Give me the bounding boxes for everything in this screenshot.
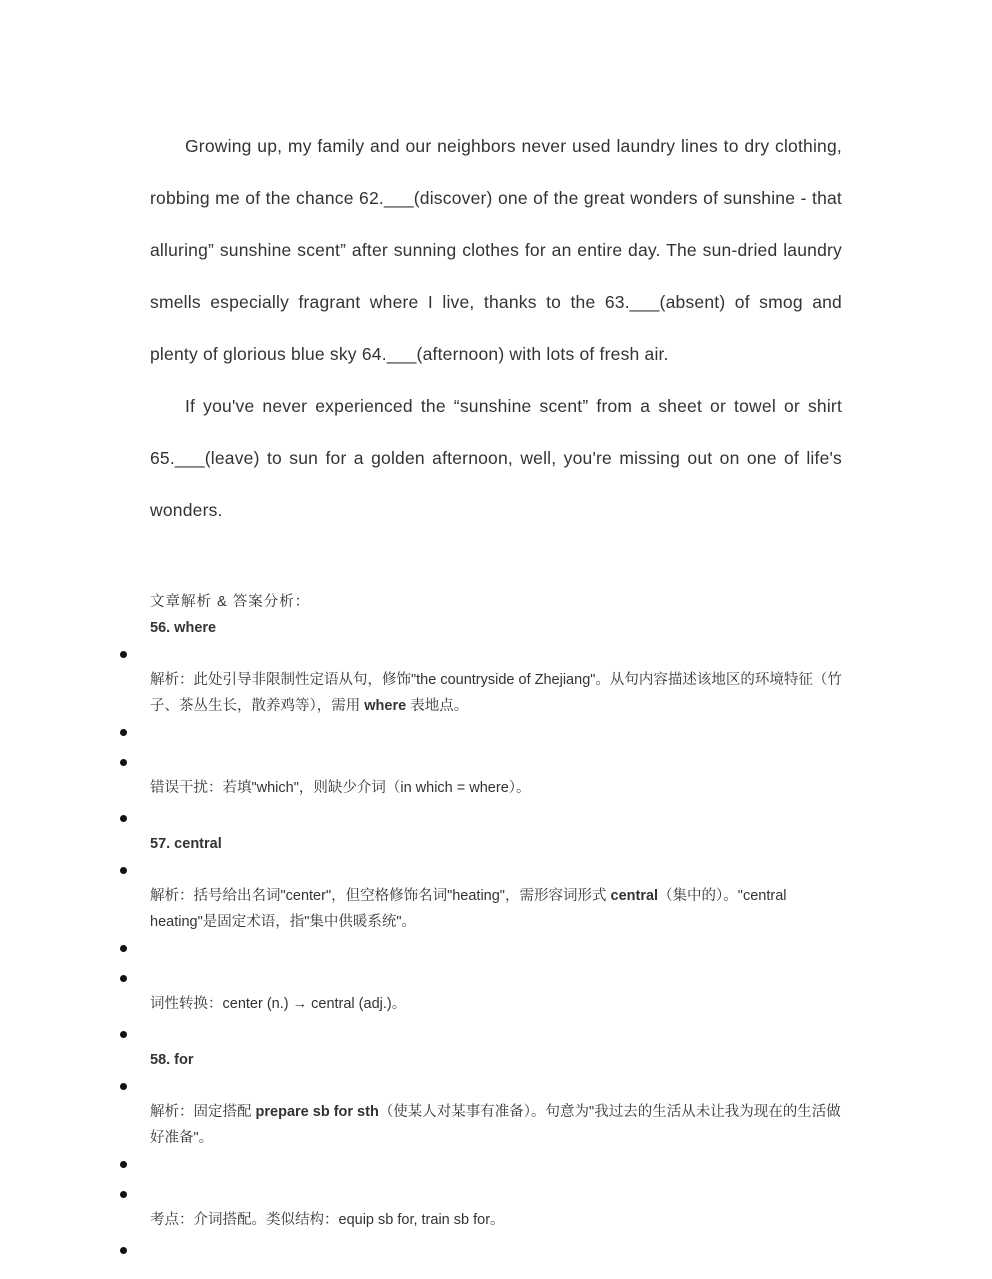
answer-58-title: 58. for <box>150 1052 194 1068</box>
answer-56-explanation: 解析：此处引导非限制性定语从句，修饰"the countryside of Zhejiang"。从句内容描述该地区的环境特征（竹子、茶丛生长，散养鸡等），需用 where 表地点。 <box>150 672 842 714</box>
bullet <box>120 1161 127 1168</box>
bullet <box>120 759 127 766</box>
reading-passage <box>150 120 842 536</box>
answer-57-explanation: 解析：括号给出名词"center"，但空格修饰名词"heating"，需形容词形式 central（集中的）。"central heating"是固定术语，指"集中供暖系统"。 <box>150 888 787 930</box>
bullet <box>120 729 127 736</box>
answer-58-note: 考点：介词搭配。类似结构：equip sb for, train sb for。 <box>150 1212 505 1228</box>
bullet <box>120 815 127 822</box>
answer-56-title: 56. where <box>150 620 217 636</box>
answer-56-note: 错误干扰：若填"which"，则缺少介词（in which = where）。 <box>150 780 531 796</box>
bullet <box>120 945 127 952</box>
bullet <box>120 1031 127 1038</box>
bullet <box>120 651 127 658</box>
answer-57-title: 57. central <box>150 836 222 852</box>
passage-paragraph-2: If you've never experienced the “sunshine scent” from a sheet or towel or shirt 65.___(leave) to sun for a golden afternoon, well, you're missing out on one of life's wonders. <box>150 396 842 520</box>
bullet <box>120 975 127 982</box>
bullet <box>120 1191 127 1198</box>
passage-paragraph-1: Growing up, my family and our neighbors never used laundry lines to dry clothing, robbing me of the chance 62.___(discover) one of the great wonders of sunshine - that alluring” sunshine scent” after sunning clothes for an entire day. The sun-dried laundry smells especially fragrant where I live, thanks to the 63.___(absent) of smog and plenty of glorious blue sky 64.___(afternoon) with lots of fresh air. <box>150 136 842 364</box>
bullet <box>120 1083 127 1090</box>
answer-57-note: 词性转换：center (n.) → central (adj.)。 <box>150 996 407 1012</box>
bullet <box>120 1247 127 1254</box>
analysis-heading: 文章解析 & 答案分析： <box>150 594 311 610</box>
bullet <box>120 867 127 874</box>
answer-58-explanation: 解析：固定搭配 prepare sb for sth（使某人对某事有准备）。句意为"我过去的生活从未让我为现在的生活做好准备"。 <box>150 1104 841 1146</box>
